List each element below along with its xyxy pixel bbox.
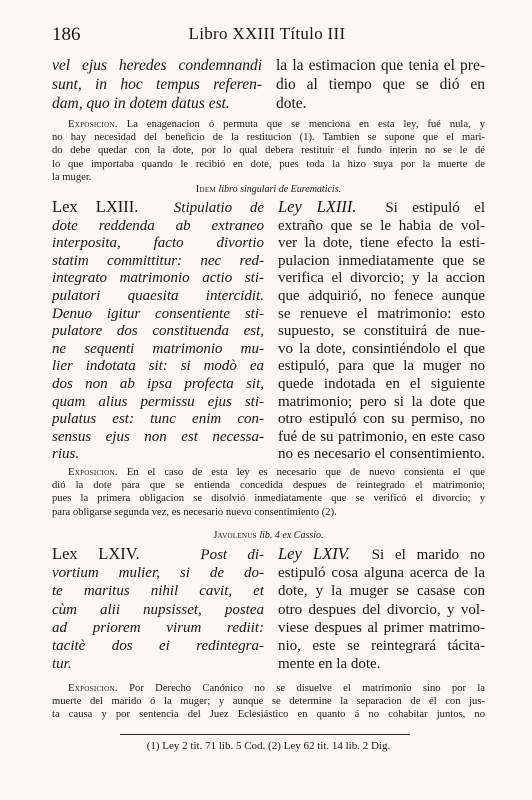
latin-line: Lex LXIV. Post di- <box>52 545 264 563</box>
latin-line: Lex LXIII. Stipulatio de <box>52 198 264 216</box>
latin-line: dos non ab ipsa profecta sit, <box>52 375 264 392</box>
spanish-line: otro despues del divorcio, y vol- <box>278 601 485 618</box>
exposicion-label: Exposicion. <box>68 683 118 694</box>
page-header <box>52 24 482 50</box>
latin-line: tur. <box>52 656 72 673</box>
latin-line: Denuo igitur consentiente sti- <box>52 305 264 322</box>
spanish-line: extraño que se le habia de vol- <box>278 217 485 234</box>
exposicion-label: Exposicion. <box>68 467 118 478</box>
latin-line: pulatore dos constituenda est, <box>52 323 264 340</box>
lex-63 <box>52 198 485 462</box>
attribution-1 <box>52 184 485 195</box>
spanish-line: estipuló, para que la muger no <box>278 358 485 375</box>
exposicion-1 <box>52 118 485 184</box>
exposicion-2 <box>52 466 485 519</box>
spanish-line: ver la dote, tiene efecto la esti- <box>278 235 485 252</box>
lex-64 <box>52 545 485 675</box>
exposicion-line: no hay necesidad del beneficio de la restitucion (1). Tambien se supone que el mari- <box>52 132 485 144</box>
latin-line: statim committitur: nec red- <box>52 252 264 269</box>
latin-line: sensus ejus non est necessa- <box>52 428 264 445</box>
spanish-line: viese despues al primer matrimo- <box>278 619 485 636</box>
exposicion-line: para obligarse segunda vez, es necesario nuevo consentimiento (2). <box>52 506 337 518</box>
attribution-author: Idem <box>195 184 216 195</box>
spanish-line: supuesto, se constituirá de nue- <box>278 323 485 340</box>
top-continuation <box>52 56 485 116</box>
lex-64-latin <box>52 545 264 673</box>
latin-line: pulatori quaesita intercidit. <box>52 287 264 304</box>
attribution-2 <box>52 530 485 541</box>
spanish-line: nio, este se reintegrará tácita- <box>278 638 485 655</box>
latin-line: lier indotata sit: si modò ea <box>52 358 264 375</box>
lex-63-latin <box>52 198 264 464</box>
latin-line: cùm alii nupsisset, postea <box>52 601 264 618</box>
attribution-author: Javolenus <box>213 530 257 541</box>
exposicion-line: dió la dote para que se entienda concedida despues de reintegrado el matrimonio; <box>52 480 485 492</box>
ley-label: Ley LXIII. <box>278 198 357 216</box>
latin-line: quam alius permissu ejus sti- <box>52 393 264 410</box>
spanish-line: quede indotada en el siguiente <box>278 375 485 392</box>
spanish-line: verifica el divorcio; y la accion <box>278 270 485 287</box>
exposicion-line: Exposicion. Por Derecho Canónico no se disuelve el matrimonio sino por la <box>68 683 485 694</box>
latin-line: vortium mulier, si de do- <box>52 565 264 582</box>
spanish-line: Ley LXIV. Si el marido no <box>278 545 485 563</box>
latin-line: integrato matrimonio actio sti- <box>52 270 264 287</box>
latin-line: interposita, facto divortio <box>52 235 264 252</box>
spanish-line: que adquirió, no fenece aunque <box>278 287 485 304</box>
exposicion-line: Exposicion. En el caso de esta ley es necesario que de nuevo consienta el que <box>68 467 485 478</box>
latin-line: dote reddenda ab extraneo <box>52 217 264 234</box>
latin-line: tacitè dos ei redintegra- <box>52 638 264 655</box>
exposicion-line: pues la primera obligacion se disolvió inmediatamente que se verificó el divorcio; y <box>52 493 485 505</box>
exposicion-line: la muger. <box>52 171 92 183</box>
exposicion-line: ta causa y por sentencia del Juez Eclesiástico en quanto á no cohabitar juntos, no <box>52 709 485 721</box>
footnote-rule <box>120 734 410 735</box>
spanish-line: matrimonio; pero si la dote que <box>278 393 485 410</box>
spanish-line: vo la dote, consintiéndolo el que <box>278 340 485 357</box>
spanish-line: se renueve el matrimonio: esto <box>278 305 485 322</box>
latin-line: ne sequenti matrimonio mu- <box>52 340 264 357</box>
spanish-line: la la estimacion que tenia el pre- <box>276 57 485 74</box>
spanish-line: otro estipuló con su permiso, no <box>278 411 485 428</box>
footnotes: (1) Ley 2 tit. 71 lib. 5 Cod. (2) Ley 62 tit. 14 lib. 2 Dig. <box>146 740 391 752</box>
latin-line: ad priorem virum rediit: <box>52 619 264 636</box>
exposicion-line: muerte del marido ó la muger; y aunque se determine la separacion de él con jus- <box>52 696 485 708</box>
ley-label: Ley LXIV. <box>278 545 350 563</box>
page-number: 186 <box>52 24 81 45</box>
latin-line: sunt, in hoc tempus referen- <box>52 76 262 93</box>
exposicion-line: Exposicion. La enagenacion ó permuta que se menciona en esta ley, fué nula, y <box>68 119 485 130</box>
lex-label: Lex LXIV. <box>52 545 140 563</box>
exposicion-line: lo que importaba quando le recibió en dote, pues toda la hizo suya por la muerte de <box>52 158 485 170</box>
spanish-line: pulacion inmediatamente que se <box>278 252 485 269</box>
spanish-line: dote, y la muger se casase con <box>278 583 485 600</box>
spanish-line: fué de su patrimonio, en este caso <box>278 428 485 445</box>
spanish-line: estipuló cosa alguna acerca de la <box>278 565 485 582</box>
running-title: Libro XXIII Título III <box>188 24 346 43</box>
lex-64-spanish <box>278 545 485 673</box>
spanish-line: Ley LXIII. Si estipuló el <box>278 198 485 216</box>
spanish-line: mente en la dote. <box>278 656 381 673</box>
lex-63-spanish <box>278 198 485 464</box>
spanish-continuation <box>276 56 485 113</box>
latin-line: te maritus nihil cavit, et <box>52 583 264 600</box>
spanish-line: dio al tiempo que se dió en <box>276 76 485 93</box>
latin-line: vel ejus heredes condemnandi <box>52 57 262 74</box>
spanish-line: dote. <box>276 95 307 112</box>
exposicion-3 <box>52 682 485 722</box>
latin-line: dam, quo in dotem datus est. <box>52 95 230 112</box>
exposicion-line: do debe quedar con la dote, por lo qual debera restituir el fundo interin no se le dé <box>52 145 485 157</box>
lex-label: Lex LXIII. <box>52 198 139 216</box>
latin-continuation <box>52 56 262 113</box>
exposicion-label: Exposicion. <box>68 119 118 130</box>
latin-line: pulatus est: tunc enim con- <box>52 411 264 428</box>
spanish-line: no es necesario el consentimiento. <box>278 446 485 463</box>
latin-line: rius. <box>52 446 80 463</box>
attribution-source: lib. 4 ex Cassio. <box>259 530 324 541</box>
attribution-source: libro singulari de Eurematicis. <box>218 184 342 195</box>
